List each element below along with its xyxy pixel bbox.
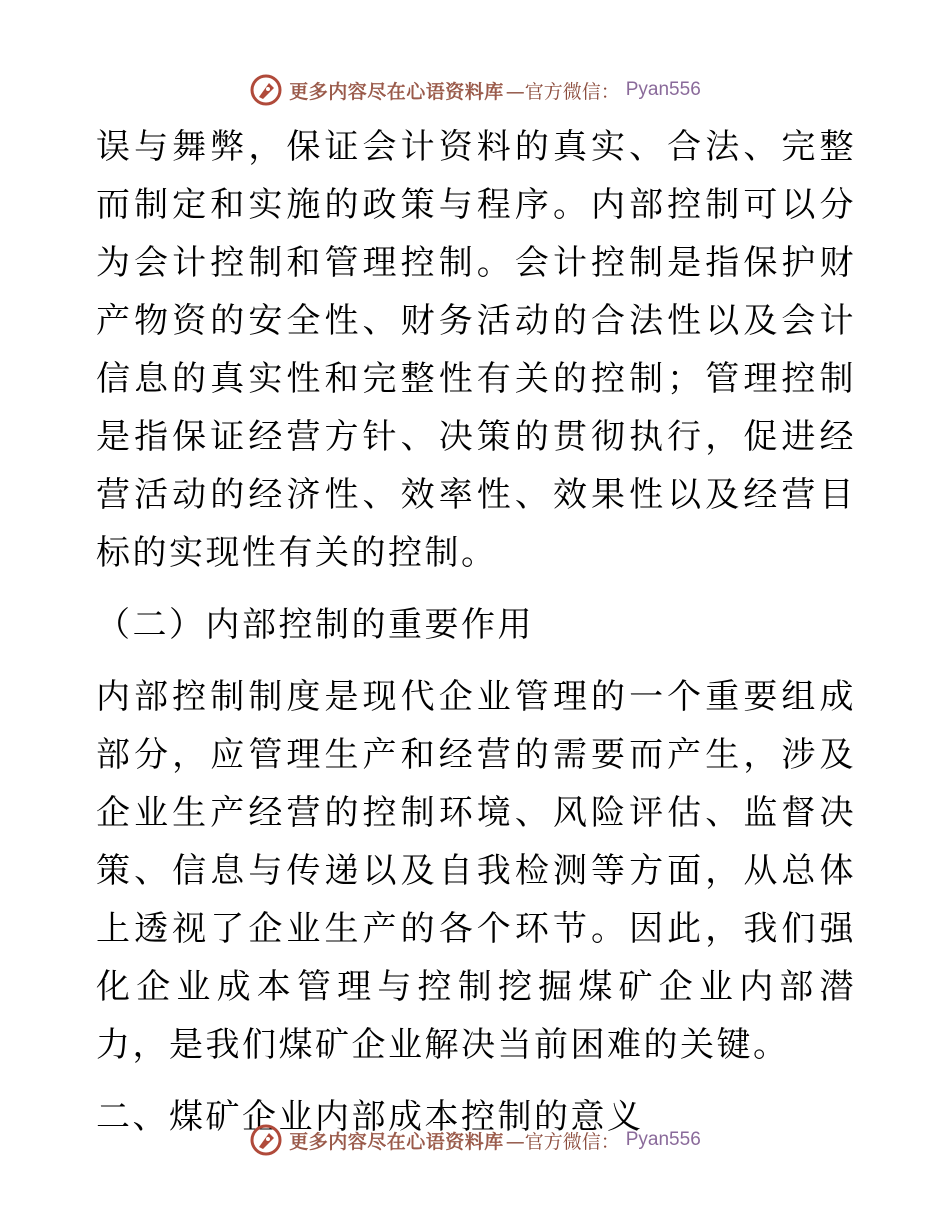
paragraph-internal-control-role: 内部控制制度是现代企业管理的一个重要组成部分，应管理生产和经营的需要而产生，涉及企业生产经营的控制环境、风险评估、监督决策、信息与传递以及自我检测等方面，从总体上透视了企业生产的各个环节。因此，我们强化企业成本管理与控制挖掘煤矿企业内部潜力，是我们煤矿企业解决当前困难的关键。 xyxy=(96,677,856,1065)
watermark-header xyxy=(0,72,950,108)
watermark-handle-text: Pyan556 xyxy=(625,1129,701,1150)
watermark-site-text: 更多内容尽在心语资料库 xyxy=(289,1130,504,1153)
watermark-site-text: 更多内容尽在心语资料库 xyxy=(289,80,504,103)
pen-nib-circle-icon xyxy=(249,73,283,107)
watermark-footer xyxy=(0,1122,950,1158)
watermark-official-text: —官方微信： xyxy=(505,80,620,103)
paragraph-internal-control-definition: 误与舞弊，保证会计资料的真实、合法、完整而制定和实施的政策与程序。内部控制可以分为会计控制和管理控制。会计控制是指保护财产物资的安全性、财务活动的合法性以及会计信息的真实性和完整性有关的控制；管理控制是指保证经营方针、决策的贯彻执行，促进经营活动的经济性、效率性、效果性以及经营目标的实现性有关的控制。 xyxy=(96,127,856,573)
section-heading-importance: （二）内部控制的重要作用 xyxy=(96,605,534,645)
document-body xyxy=(96,118,856,1146)
watermark-official-text: —官方微信： xyxy=(505,1130,620,1153)
watermark-handle-text: Pyan556 xyxy=(625,79,701,100)
pen-nib-circle-icon xyxy=(249,1123,283,1157)
section-heading-cost-control-significance: 二、煤矿企业内部成本控制的意义 xyxy=(96,1097,644,1137)
